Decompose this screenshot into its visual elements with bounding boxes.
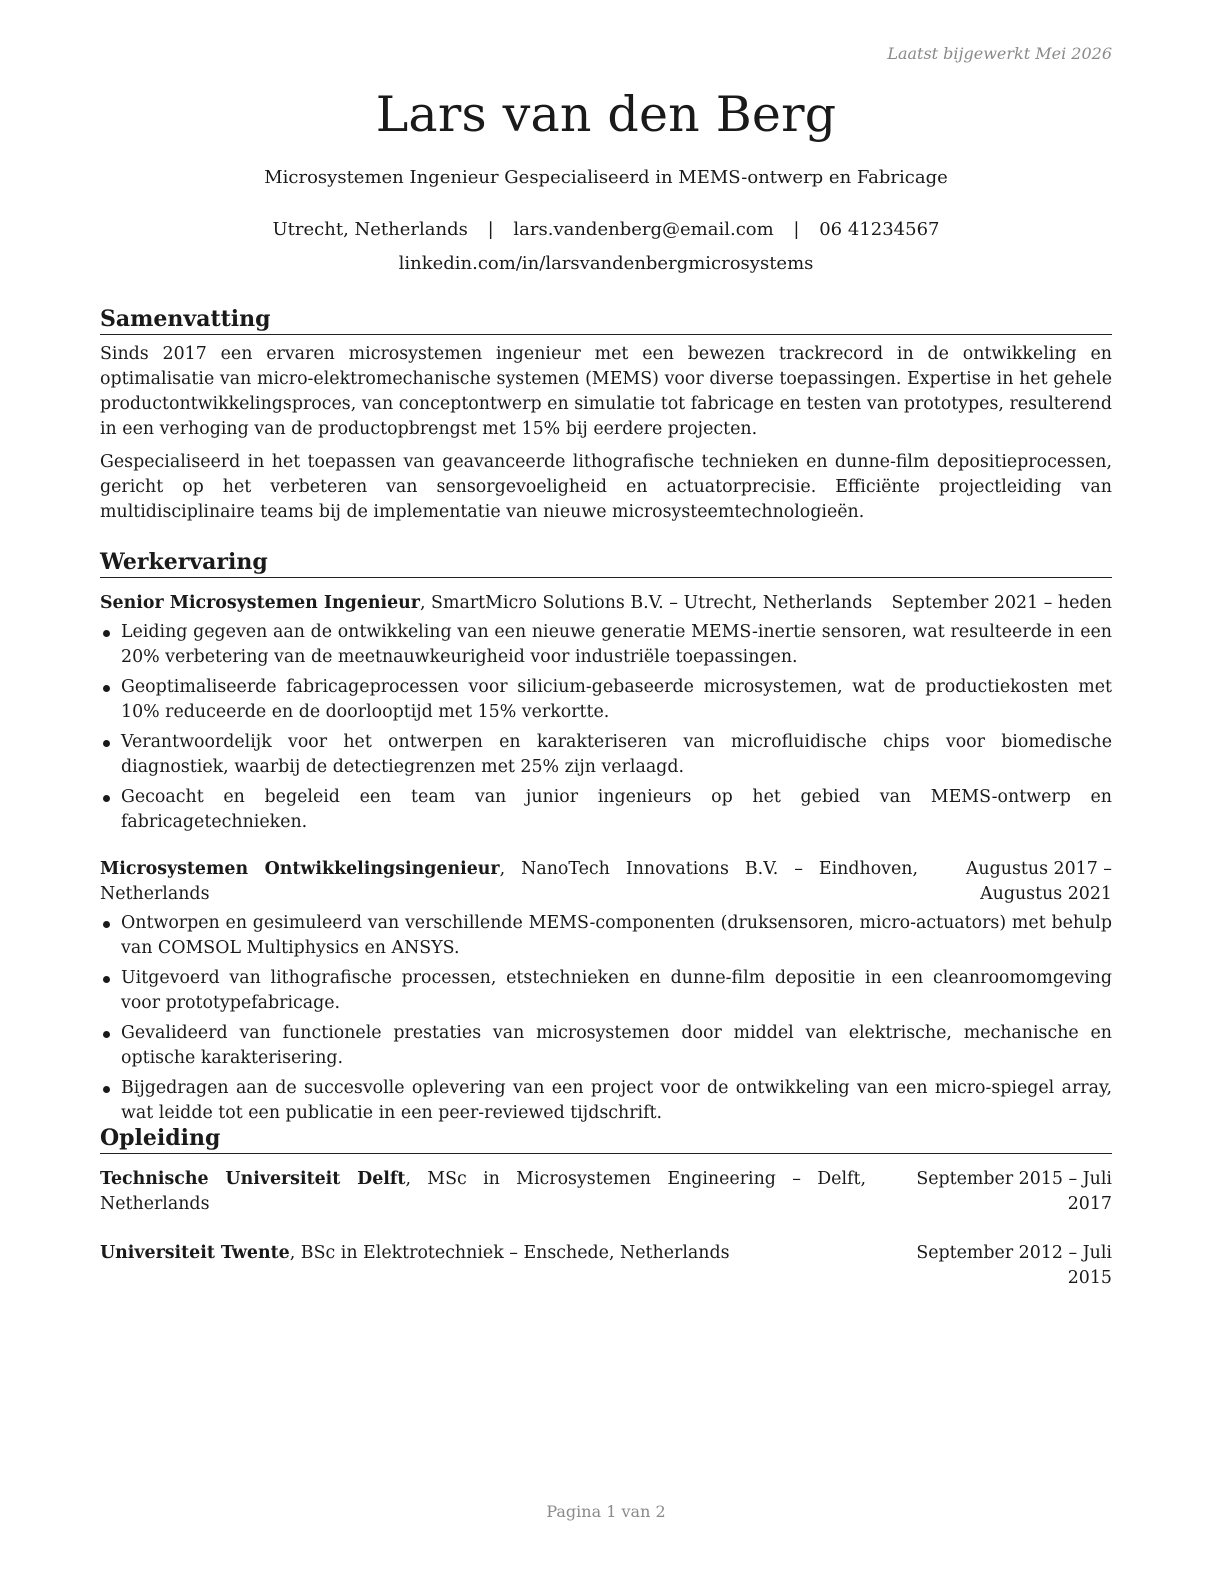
job-title-line bbox=[100, 857, 918, 907]
job-org: , SmartMicro Solutions B.V. – Utrecht, Netherlands bbox=[419, 593, 873, 613]
section-title-education: Opleiding bbox=[100, 1124, 1112, 1154]
job-role: Microsystemen Ontwikkelingsingenieur bbox=[100, 859, 500, 879]
bullet-text: Bijgedragen aan de succesvolle oplevering van een project voor de ontwikkeling van een micro-spiegel array, wat leidde tot een publicatie in een peer-reviewed tijdschrift. bbox=[121, 1078, 1112, 1123]
resume-page bbox=[100, 0, 1112, 1584]
job-dates: September 2021 – heden bbox=[891, 593, 1112, 613]
list-item bbox=[100, 785, 1112, 835]
bullet-text: Verantwoordelijk voor het ontwerpen en karakteriseren van microfluidische chips voor biomedische diagnostiek, waarbij de detectiegrenzen met 25% zijn verlaagd. bbox=[121, 732, 1112, 777]
bullet-dot-icon bbox=[103, 740, 110, 747]
bullet-dot-icon bbox=[103, 921, 110, 928]
bullet-text: Gevalideerd van functionele prestaties van microsystemen door middel van elektrische, mechanische en optische karakterisering. bbox=[121, 1023, 1112, 1068]
job-org: , NanoTech Innovations B.V. – Eindhoven, Netherlands bbox=[100, 859, 919, 904]
contact-location: Utrecht, Netherlands bbox=[272, 219, 468, 240]
job-bullets bbox=[100, 620, 1112, 835]
list-item bbox=[100, 911, 1112, 961]
section-title-summary: Samenvatting bbox=[100, 305, 1112, 335]
education-school: Universiteit Twente bbox=[100, 1243, 290, 1263]
list-item bbox=[100, 1076, 1112, 1126]
contact-separator: | bbox=[793, 219, 800, 240]
job-dates: Augustus 2017 – Augustus 2021 bbox=[965, 859, 1112, 904]
bullet-dot-icon bbox=[103, 630, 110, 637]
bullet-dot-icon bbox=[103, 795, 110, 802]
education-section bbox=[100, 1124, 1112, 1291]
section-title-experience: Werkervaring bbox=[100, 548, 1112, 578]
job-header bbox=[100, 591, 1112, 616]
bullet-dot-icon bbox=[103, 976, 110, 983]
bullet-text: Leiding gegeven aan de ontwikkeling van een nieuwe generatie MEMS-inertie sensoren, wat resulteerde in een 20% verbetering van de meetnauwkeurigheid voor industriële toepassingen. bbox=[121, 622, 1112, 667]
contact-email[interactable]: lars.vandenberg@email.com bbox=[513, 219, 774, 240]
list-item bbox=[100, 966, 1112, 1016]
education-dates: September 2012 – Juli 2015 bbox=[916, 1243, 1112, 1288]
summary-paragraph: Sinds 2017 een ervaren microsystemen ingenieur met een bewezen trackrecord in de ontwikkeling en optimalisatie van micro-elektromechanische systemen (MEMS) voor diverse toepassingen. Expertise in het gehele productontwikkelingsproces, van conceptontwerp en simulatie tot fabricage en testen van prototypes, resulterend in een verhoging van de productopbrengst met 15% bij eerdere projecten. bbox=[100, 344, 1112, 439]
bullet-text: Gecoacht en begeleid een team van junior ingenieurs op het gebied van MEMS-ontwerp en fabricagetechnieken. bbox=[121, 787, 1112, 832]
experience-section bbox=[100, 548, 1112, 1131]
job-entry bbox=[100, 591, 1112, 835]
contact-line bbox=[100, 219, 1112, 240]
job-title-line bbox=[100, 591, 878, 616]
education-school: Technische Universiteit Delft bbox=[100, 1169, 406, 1189]
contact-phone: 06 41234567 bbox=[819, 219, 940, 240]
list-item bbox=[100, 1021, 1112, 1071]
bullet-dot-icon bbox=[103, 1031, 110, 1038]
job-header bbox=[100, 857, 1112, 907]
job-bullets bbox=[100, 911, 1112, 1126]
summary-paragraph: Gespecialiseerd in het toepassen van geavanceerde lithografische technieken en dunne-film depositieprocessen, gericht op het verbeteren van sensorgevoeligheid en actuatorprecisie. Efficiënte projectleiding van multidisciplinaire teams bij de implementatie van nieuwe microsysteemtechnologieën. bbox=[100, 452, 1112, 522]
education-dates: September 2015 – Juli 2017 bbox=[916, 1169, 1112, 1214]
list-item bbox=[100, 730, 1112, 780]
contact-separator: | bbox=[487, 219, 494, 240]
bullet-text: Uitgevoerd van lithografische processen, etstechnieken en dunne-film depositie in een cleanroomomgeving voor prototypefabricage. bbox=[121, 968, 1112, 1013]
education-entry bbox=[100, 1167, 1112, 1217]
linkedin-link[interactable]: linkedin.com/in/larsvandenbergmicrosystems bbox=[398, 253, 814, 274]
list-item bbox=[100, 620, 1112, 670]
bullet-dot-icon bbox=[103, 1086, 110, 1093]
bullet-text: Ontworpen en gesimuleerd van verschillende MEMS-componenten (druksensoren, micro-actuators) met behulp van COMSOL Multiphysics en ANSYS. bbox=[121, 913, 1112, 958]
candidate-name: Lars van den Berg bbox=[375, 86, 837, 143]
page-number: Pagina 1 van 2 bbox=[546, 1502, 666, 1521]
education-entry bbox=[100, 1241, 1112, 1291]
education-title-line bbox=[100, 1241, 866, 1291]
education-degree: , BSc in Elektrotechniek – Enschede, Netherlands bbox=[289, 1243, 730, 1263]
bullet-dot-icon bbox=[103, 685, 110, 692]
last-updated: Laatst bijgewerkt Mei 2026 bbox=[887, 44, 1112, 63]
education-title-line bbox=[100, 1167, 866, 1217]
list-item bbox=[100, 675, 1112, 725]
education-degree: , MSc in Microsystemen Engineering – Delft, Netherlands bbox=[100, 1169, 866, 1214]
summary-section bbox=[100, 305, 1112, 525]
candidate-subtitle: Microsystemen Ingenieur Gespecialiseerd in MEMS-ontwerp en Fabricage bbox=[264, 167, 948, 188]
job-role: Senior Microsystemen Ingenieur bbox=[100, 593, 420, 613]
bullet-text: Geoptimaliseerde fabricageprocessen voor silicium-gebaseerde microsystemen, wat de productiekosten met 10% reduceerde en de doorlooptijd met 15% verkortte. bbox=[121, 677, 1112, 722]
job-entry bbox=[100, 857, 1112, 1126]
